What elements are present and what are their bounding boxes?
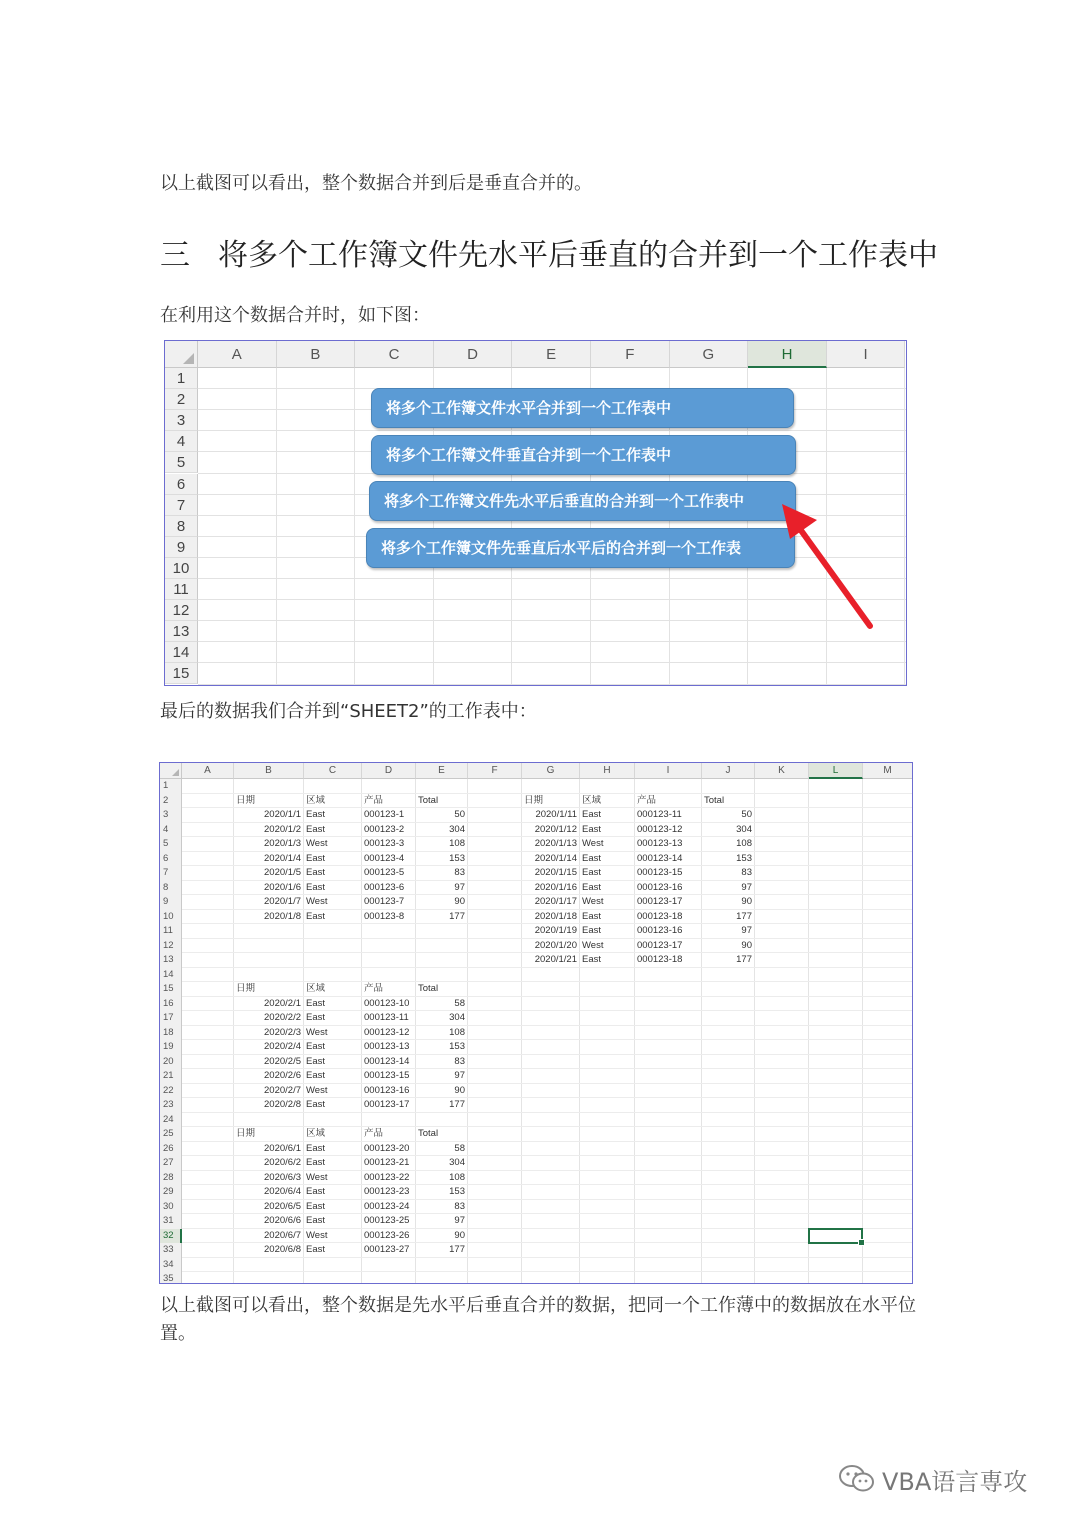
cell[interactable]: 000123-11 (637, 809, 682, 820)
cell[interactable]: 177 (449, 1099, 465, 1110)
cell[interactable]: East (306, 1055, 326, 1067)
cell[interactable]: 177 (449, 910, 465, 922)
row-header-33[interactable]: 33 (160, 1243, 182, 1258)
cell[interactable]: 2020/1/2 (264, 823, 301, 835)
row-header-13[interactable]: 13 (160, 953, 182, 968)
cell[interactable]: East (306, 997, 326, 1009)
cell[interactable]: 2020/1/8 (264, 910, 301, 922)
row-header-31[interactable]: 31 (160, 1214, 182, 1229)
cell[interactable]: 108 (449, 838, 465, 849)
column-header-h[interactable]: H (748, 341, 827, 368)
cell[interactable]: 000123-5 (364, 867, 405, 878)
row-header-10[interactable]: 10 (165, 558, 198, 579)
column-header-c[interactable]: C (355, 341, 434, 368)
cell[interactable]: 304 (449, 1157, 465, 1168)
cell[interactable]: 2020/1/6 (264, 881, 301, 893)
cell[interactable]: 2020/6/2 (264, 1157, 301, 1168)
cell[interactable]: 2020/6/4 (264, 1186, 301, 1197)
arrow-shaft (800, 529, 870, 626)
cell[interactable]: 2020/2/1 (264, 997, 301, 1009)
cell[interactable]: 2020/1/19 (534, 925, 577, 936)
cell[interactable]: 000123-16 (364, 1084, 410, 1096)
row-header-10[interactable]: 10 (160, 910, 182, 925)
cell[interactable]: 000123-14 (364, 1055, 410, 1067)
section-heading (160, 230, 938, 274)
cell[interactable]: 90 (454, 1084, 465, 1096)
sheet2-screenshot (159, 762, 913, 1284)
row-header-1[interactable]: 1 (160, 779, 182, 794)
row-header-9[interactable]: 9 (160, 895, 182, 910)
cell[interactable]: 区域 (306, 794, 326, 806)
cell[interactable]: 2020/1/4 (264, 852, 301, 864)
row-header-5[interactable]: 5 (165, 452, 198, 473)
cell[interactable]: 产品 (364, 794, 384, 806)
row-header-26[interactable]: 26 (160, 1142, 182, 1157)
gridline-vertical (808, 779, 809, 1283)
cell[interactable]: East (306, 1099, 326, 1110)
cell[interactable]: 153 (736, 852, 752, 864)
row-header-11[interactable]: 11 (160, 924, 182, 939)
cell[interactable]: East (306, 1142, 326, 1154)
row-header-14[interactable]: 14 (165, 642, 198, 663)
cell[interactable]: 2020/6/7 (264, 1229, 301, 1241)
cell[interactable]: 90 (454, 896, 465, 907)
row-header-1[interactable]: 1 (165, 368, 198, 389)
column-header-f[interactable]: F (591, 341, 670, 368)
cell[interactable]: East (306, 1012, 326, 1023)
row-header-29[interactable]: 29 (160, 1185, 182, 1200)
cell[interactable]: East (582, 954, 602, 965)
arrow-head (782, 504, 817, 539)
cell[interactable]: East (582, 910, 602, 922)
cell[interactable]: 2020/2/7 (264, 1084, 301, 1096)
cell[interactable]: 2020/1/5 (264, 867, 301, 878)
cell[interactable]: 177 (736, 910, 752, 922)
cell[interactable]: 2020/6/6 (264, 1215, 301, 1226)
column-header-f[interactable]: F (468, 763, 522, 779)
cell[interactable]: 2020/1/20 (534, 939, 577, 951)
cell[interactable]: 000123-12 (637, 823, 683, 835)
cell[interactable]: West (582, 838, 604, 849)
cell[interactable]: 97 (454, 1215, 465, 1226)
cell[interactable]: 产品 (637, 794, 657, 806)
cell[interactable]: 2020/2/8 (264, 1099, 301, 1110)
cell[interactable]: East (306, 881, 326, 893)
row-header-35[interactable]: 35 (160, 1272, 182, 1284)
cell[interactable]: East (306, 1200, 326, 1212)
cell[interactable]: 108 (449, 1026, 465, 1038)
cell[interactable]: 000123-13 (364, 1041, 410, 1052)
row-header-16[interactable]: 16 (160, 997, 182, 1012)
cell[interactable]: 000123-7 (364, 896, 405, 907)
cell[interactable]: 000123-27 (364, 1244, 410, 1255)
row-header-14[interactable]: 14 (160, 968, 182, 983)
cell[interactable]: 日期 (236, 794, 256, 806)
gridline-vertical (754, 779, 755, 1283)
cell[interactable]: 304 (449, 823, 465, 835)
cell[interactable]: 000123-3 (364, 838, 405, 849)
cell[interactable]: 83 (741, 867, 752, 878)
row-header-6[interactable]: 6 (160, 852, 182, 867)
cell[interactable]: 83 (454, 1200, 465, 1212)
cell[interactable]: East (306, 1186, 326, 1197)
row-header-15[interactable]: 15 (160, 982, 182, 997)
row-header-24[interactable]: 24 (160, 1113, 182, 1128)
cell[interactable]: East (306, 809, 326, 820)
cell[interactable]: West (306, 1229, 328, 1241)
row-header-15[interactable]: 15 (165, 663, 198, 684)
cell[interactable]: 2020/1/15 (534, 867, 577, 878)
cell[interactable]: West (582, 896, 604, 907)
cell[interactable]: 108 (449, 1171, 465, 1183)
cell[interactable]: 000123-24 (364, 1200, 410, 1212)
column-header-i[interactable]: I (827, 341, 906, 368)
row-header-20[interactable]: 20 (160, 1055, 182, 1070)
cell[interactable]: 000123-1 (364, 809, 405, 820)
cell[interactable]: 000123-21 (364, 1157, 410, 1168)
gridline-vertical (862, 779, 863, 1283)
row-header-28[interactable]: 28 (160, 1171, 182, 1186)
conclusion-paragraph: 以上截图可以看出，整个数据是先水平后垂直合并的数据，把同一个工作薄中的数据放在水平位置。 (160, 1295, 916, 1344)
cell[interactable]: Total (704, 794, 725, 806)
cell[interactable]: 2020/1/16 (534, 881, 577, 893)
row-header-19[interactable]: 19 (160, 1040, 182, 1055)
cell[interactable]: West (582, 939, 604, 951)
row-header-3[interactable]: 3 (160, 808, 182, 823)
cell[interactable]: 000123-12 (364, 1026, 410, 1038)
row-header-8[interactable]: 8 (160, 881, 182, 896)
cell[interactable]: 90 (741, 896, 752, 907)
cell[interactable]: East (306, 823, 326, 835)
cell[interactable]: 区域 (582, 794, 602, 806)
cell[interactable]: 区域 (306, 1128, 326, 1139)
cell[interactable]: 000123-10 (364, 997, 410, 1009)
row-header-22[interactable]: 22 (160, 1084, 182, 1099)
macro-button-1[interactable]: 将多个工作簿文件水平合并到一个工作表中 (371, 388, 794, 428)
row-header-23[interactable]: 23 (160, 1098, 182, 1113)
cell[interactable]: East (306, 867, 326, 878)
selected-cell[interactable] (808, 1228, 863, 1245)
column-header-b[interactable]: B (234, 763, 304, 779)
cell[interactable]: 000123-22 (364, 1171, 410, 1183)
cell[interactable]: Total (418, 1128, 439, 1139)
cell[interactable]: 2020/2/3 (264, 1026, 301, 1038)
macro-button-4[interactable]: 将多个工作簿文件先垂直后水平后的合并到一个工作表 (366, 528, 795, 568)
cell[interactable]: East (306, 1070, 326, 1081)
cell[interactable]: 2020/1/7 (264, 896, 301, 907)
cell[interactable]: 2020/1/21 (534, 954, 577, 965)
row-header-9[interactable]: 9 (165, 537, 198, 558)
cell[interactable]: 000123-4 (364, 852, 405, 864)
cell[interactable]: 000123-16 (637, 925, 683, 936)
cell[interactable]: East (306, 910, 326, 922)
cell[interactable]: East (582, 852, 602, 864)
cell[interactable]: West (306, 1026, 328, 1038)
cell[interactable]: 90 (454, 1229, 465, 1241)
cell[interactable]: 000123-20 (364, 1142, 410, 1154)
column-header-e[interactable]: E (512, 341, 591, 368)
row-header-5[interactable]: 5 (160, 837, 182, 852)
cell[interactable]: 153 (449, 1186, 465, 1197)
cell[interactable]: 区域 (306, 983, 326, 994)
cell[interactable]: 58 (454, 997, 465, 1009)
row-header-2[interactable]: 2 (165, 389, 198, 410)
cell[interactable]: East (306, 1244, 326, 1255)
gridline-vertical (579, 779, 580, 1283)
row-header-4[interactable]: 4 (160, 823, 182, 838)
cell[interactable]: 97 (454, 1070, 465, 1081)
cell[interactable]: 83 (454, 1055, 465, 1067)
column-header-e[interactable]: E (416, 763, 468, 779)
cell[interactable]: East (582, 867, 602, 878)
row-header-21[interactable]: 21 (160, 1069, 182, 1084)
cell[interactable]: 304 (449, 1012, 465, 1023)
cell[interactable]: 83 (454, 867, 465, 878)
sheet2-caption: 最后的数据我们合并到“SHEET2”的工作表中： (160, 701, 537, 722)
column-header-m[interactable]: M (863, 763, 913, 779)
lead-paragraph: 在利用这个数据合并时，如下图： (160, 305, 430, 326)
cell[interactable]: East (306, 1041, 326, 1052)
cell[interactable]: 000123-2 (364, 823, 405, 835)
cell[interactable]: 2020/1/18 (534, 910, 577, 922)
cell[interactable]: West (306, 838, 328, 849)
row-header-6[interactable]: 6 (165, 474, 198, 495)
cell[interactable]: 97 (454, 881, 465, 893)
cell[interactable]: 000123-11 (364, 1012, 409, 1023)
cell[interactable]: 50 (741, 809, 752, 820)
watermark-text: VBA语言専攻 (882, 1467, 1028, 1496)
row-header-13[interactable]: 13 (165, 621, 198, 642)
cell[interactable]: 000123-17 (637, 939, 683, 951)
cell[interactable]: 304 (736, 823, 752, 835)
row-header-18[interactable]: 18 (160, 1026, 182, 1041)
cell[interactable]: 2020/6/3 (264, 1171, 301, 1183)
macro-button-3[interactable]: 将多个工作簿文件先水平后垂直的合并到一个工作表中 (369, 481, 796, 521)
cell[interactable]: West (306, 1171, 328, 1183)
cell[interactable]: Total (418, 794, 439, 806)
gridline-vertical (303, 779, 304, 1283)
column-header-k[interactable]: K (755, 763, 809, 779)
section-title: 将多个工作簿文件先水平后垂直的合并到一个工作表中 (218, 238, 938, 273)
red-arrow-pointer (165, 341, 906, 685)
row-header-27[interactable]: 27 (160, 1156, 182, 1171)
column-header-g[interactable]: G (670, 341, 749, 368)
row-header-12[interactable]: 12 (165, 600, 198, 621)
cell[interactable]: 产品 (364, 983, 384, 994)
row-header-25[interactable]: 25 (160, 1127, 182, 1142)
section-number: 三 (160, 238, 190, 273)
cell[interactable]: Total (418, 983, 439, 994)
cell[interactable]: 2020/1/13 (534, 838, 577, 849)
cell[interactable]: 2020/1/14 (534, 852, 577, 864)
cell[interactable]: 000123-23 (364, 1186, 410, 1197)
cell[interactable]: 000123-14 (637, 852, 683, 864)
row-header-32[interactable]: 32 (160, 1229, 182, 1244)
cell[interactable]: 97 (741, 881, 752, 893)
cell[interactable]: 58 (454, 1142, 465, 1154)
cell[interactable]: 000123-13 (637, 838, 683, 849)
cell[interactable]: 产品 (364, 1128, 384, 1139)
cell[interactable]: 2020/2/2 (264, 1012, 301, 1023)
cell[interactable]: 153 (449, 1041, 465, 1052)
cell[interactable]: 000123-18 (637, 954, 683, 965)
cell[interactable]: 2020/2/5 (264, 1055, 301, 1067)
row-header-8[interactable]: 8 (165, 516, 198, 537)
column-header-i[interactable]: I (635, 763, 702, 779)
row-header-11[interactable]: 11 (165, 579, 198, 600)
cell[interactable]: 日期 (236, 983, 256, 994)
cell[interactable]: West (306, 1084, 328, 1096)
column-header-c[interactable]: C (304, 763, 362, 779)
gridline-vertical (912, 779, 913, 1283)
cell[interactable]: 2020/1/11 (535, 809, 577, 820)
cell[interactable]: 000123-16 (637, 881, 683, 893)
row-header-3[interactable]: 3 (165, 410, 198, 431)
cell[interactable]: East (582, 823, 602, 835)
column-header-a[interactable]: A (182, 763, 234, 779)
intro-paragraph: 以上截图可以看出，整个数据合并到后是垂直合并的。 (160, 173, 592, 194)
column-header-j[interactable]: J (702, 763, 755, 779)
cell[interactable]: 日期 (236, 1128, 256, 1139)
row-header-7[interactable]: 7 (165, 495, 198, 516)
cell[interactable]: 2020/2/6 (264, 1070, 301, 1081)
cell[interactable]: 177 (736, 954, 752, 965)
column-header-a[interactable]: A (198, 341, 277, 368)
gridline-vertical (467, 779, 468, 1283)
cell[interactable]: 000123-17 (637, 896, 683, 907)
cell[interactable]: 177 (449, 1244, 465, 1255)
cell[interactable]: 90 (741, 939, 752, 951)
cell[interactable]: 000123-25 (364, 1215, 410, 1226)
cell[interactable]: East (582, 925, 602, 936)
gridline-horizontal (182, 1271, 912, 1272)
cell[interactable]: East (306, 1157, 326, 1168)
cell[interactable]: 000123-15 (637, 867, 683, 878)
cell[interactable]: 2020/6/8 (264, 1244, 301, 1255)
cell[interactable]: 000123-17 (364, 1099, 410, 1110)
column-header-g[interactable]: G (522, 763, 580, 779)
row-header-34[interactable]: 34 (160, 1258, 182, 1273)
row-header-7[interactable]: 7 (160, 866, 182, 881)
cell[interactable]: 97 (741, 925, 752, 936)
cell[interactable]: East (306, 852, 326, 864)
row-header-12[interactable]: 12 (160, 939, 182, 954)
cell[interactable]: 000123-18 (637, 910, 683, 922)
column-header-b[interactable]: B (277, 341, 356, 368)
column-header-d[interactable]: D (362, 763, 416, 779)
cell[interactable]: 2020/1/12 (534, 823, 577, 835)
watermark (838, 1462, 1027, 1496)
cell[interactable]: 000123-6 (364, 881, 405, 893)
row-header-30[interactable]: 30 (160, 1200, 182, 1215)
column-header-d[interactable]: D (434, 341, 513, 368)
cell[interactable]: 2020/6/5 (264, 1200, 301, 1212)
cell[interactable]: 2020/2/4 (264, 1041, 301, 1052)
cell[interactable]: 50 (454, 809, 465, 820)
cell[interactable]: 000123-8 (364, 910, 405, 922)
cell[interactable]: West (306, 896, 328, 907)
cell[interactable]: 108 (736, 838, 752, 849)
cell[interactable]: East (582, 809, 602, 820)
row-header-17[interactable]: 17 (160, 1011, 182, 1026)
cell[interactable]: 2020/1/17 (534, 896, 577, 907)
select-all-corner[interactable] (160, 763, 182, 779)
cell[interactable]: 2020/1/3 (264, 838, 301, 849)
cell[interactable]: 2020/1/1 (264, 809, 301, 820)
cell[interactable]: 153 (449, 852, 465, 864)
row-header-4[interactable]: 4 (165, 431, 198, 452)
cell[interactable]: 2020/6/1 (264, 1142, 301, 1154)
cell[interactable]: 日期 (524, 794, 544, 806)
cell[interactable]: 000123-26 (364, 1229, 410, 1241)
column-header-l[interactable]: L (809, 763, 863, 779)
cell[interactable]: East (306, 1215, 326, 1226)
column-header-h[interactable]: H (580, 763, 635, 779)
sheet1-screenshot (164, 340, 907, 686)
row-header-2[interactable]: 2 (160, 794, 182, 809)
cell[interactable]: 000123-15 (364, 1070, 410, 1081)
wechat-icon (838, 1464, 876, 1494)
macro-button-2[interactable]: 将多个工作簿文件垂直合并到一个工作表中 (371, 435, 796, 475)
cell[interactable]: East (582, 881, 602, 893)
